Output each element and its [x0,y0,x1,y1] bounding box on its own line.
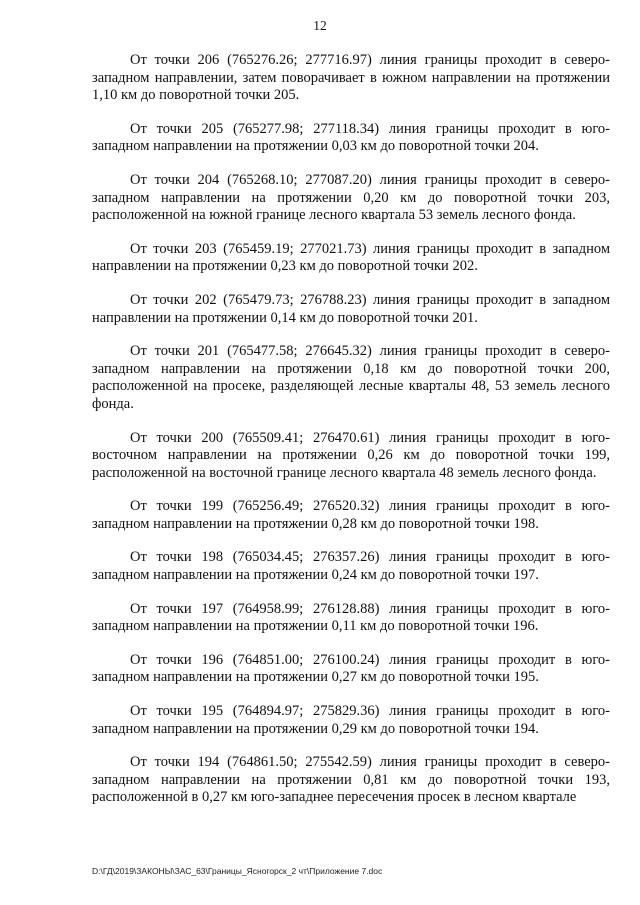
footer-file-path: D:\ГД\2019\ЗАКОНЫ\ЗАС_63\Границы_Ясногорск_2 чт\Приложение 7.doc [92,866,383,876]
paragraph-point-202: От точки 202 (765479.73; 276788.23) линия границы проходит в западном направлении на протяжении 0,14 км до поворотной точки 201. [92,291,610,326]
paragraph-point-195: От точки 195 (764894.97; 275829.36) линия границы проходит в юго-западном направлении на протяжении 0,29 км до поворотной точки 194. [92,703,610,737]
paragraph-point-203: От точки 203 (765459.19; 277021.73) линия границы проходит в западном направлении на протяжении 0,23 км до поворотной точки 202. [92,240,610,275]
paragraph-point-200: От точки 200 (765509.41; 276470.61) линия границы проходит в юго-восточном направлении на протяжении 0,26 км до поворотной точки 199, расположенной на восточной границе лесного квартала 48 земель лесного фонда. [92,429,610,481]
paragraph-point-199: От точки 199 (765256.49; 276520.32) линия границы проходит в юго-западном направлении на протяжении 0,28 км до поворотной точки 198. [92,498,610,532]
paragraph-point-196: От точки 196 (764851.00; 276100.24) линия границы проходит в юго-западном направлении на протяжении 0,27 км до поворотной точки 195. [92,651,610,686]
document-body [92,52,610,823]
paragraph-point-194: От точки 194 (764861.50; 275542.59) линия границы проходит в северо-западном направлении на протяжении 0,81 км до поворотной точки 193, расположенной в 0,27 км юго-западнее пересечения просек в лесном квартале [92,754,610,806]
page-number: 12 [313,18,327,33]
paragraph-point-197: От точки 197 (764958.99; 276128.88) линия границы проходит в юго-западном направлении на протяжении 0,11 км до поворотной точки 196. [92,600,610,635]
paragraph-point-206: От точки 206 (765276.26; 277716.97) линия границы проходит в северо-западном направлении, затем поворачивает в южном направлении на протяжении 1,10 км до поворотной точки 205. [92,52,610,104]
paragraph-point-198: От точки 198 (765034.45; 276357.26) линия границы проходит в юго-западном направлении на протяжении 0,24 км до поворотной точки 197. [92,549,610,584]
paragraph-point-204: От точки 204 (765268.10; 277087.20) линия границы проходит в северо-западном направлении на протяжении 0,20 км до поворотной точки 203, расположенной на южной границе лесного квартала 53 земель лесного фонда. [92,171,610,224]
paragraph-point-201: От точки 201 (765477.58; 276645.32) линия границы проходит в северо-западном направлении на протяжении 0,18 км до поворотной точки 200, расположенной на просеке, разделяющей лесные кварталы 48, 53 земель лесного фонда. [92,343,610,412]
paragraph-point-205: От точки 205 (765277.98; 277118.34) линия границы проходит в юго-западном направлении на протяжении 0,03 км до поворотной точки 204. [92,120,610,155]
